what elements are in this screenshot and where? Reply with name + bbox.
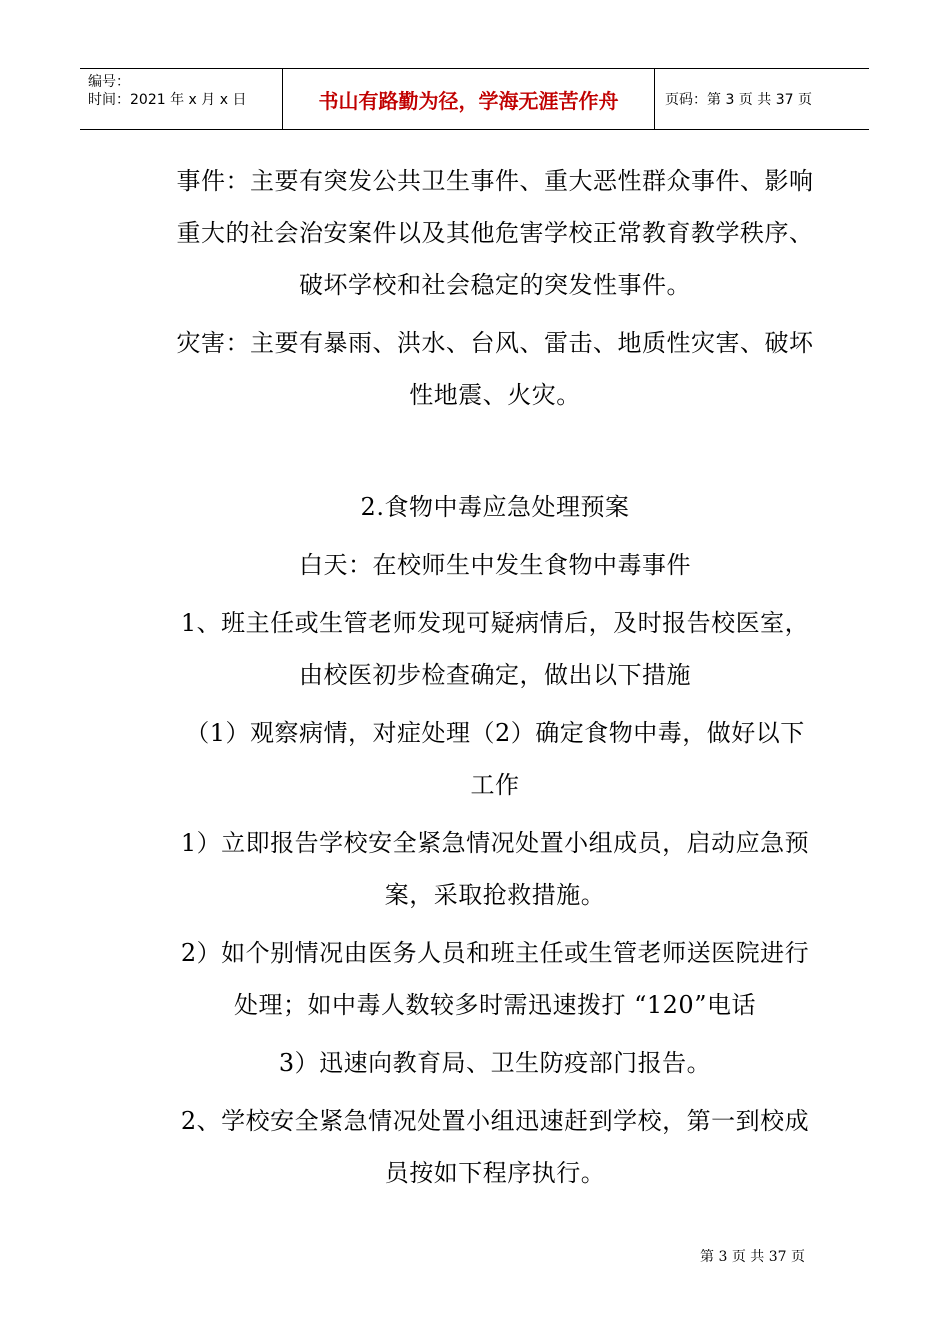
paragraph-substeps: （1）观察病情，对症处理（2）确定食物中毒，做好以下工作 — [185, 719, 805, 799]
page-footer: 第 3 页 共 37 页 — [700, 1249, 805, 1265]
paragraph-disasters: 灾害：主要有暴雨、洪水、台风、雷击、地质性灾害、破坏性地震、火灾。 — [176, 329, 814, 409]
paragraph-item-2: 2）如个别情况由医务人员和班主任或生管老师送医院进行处理；如中毒人数较多时需迅速拨打 “120”电话 — [180, 939, 810, 1019]
paragraph-events: 事件：主要有突发公共卫生事件、重大恶性群众事件、影响重大的社会治安案件以及其他危害学校正常教育教学秩序、破坏学校和社会稳定的突发性事件。 — [176, 167, 814, 299]
document-number-label: 编号： — [88, 74, 130, 90]
paragraph-step-1: 1、班主任或生管老师发现可疑病情后，及时报告校医室，由校医初步检查确定，做出以下措施 — [180, 609, 810, 689]
document-body — [175, 155, 815, 1205]
document-date: 时间：2021 年 x 月 x 日 — [88, 92, 247, 108]
paragraph-daytime: 白天：在校师生中发生食物中毒事件 — [299, 551, 691, 579]
paragraph-item-1: 1）立即报告学校安全紧急情况处置小组成员，启动应急预案，采取抢救措施。 — [180, 829, 810, 909]
paragraph-step-2: 2、学校安全紧急情况处置小组迅速赶到学校，第一到校成员按如下程序执行。 — [180, 1107, 810, 1187]
section-heading: 2.食物中毒应急处理预案 — [360, 493, 630, 521]
header-meta — [80, 69, 282, 129]
paragraph-item-3: 3）迅速向教育局、卫生防疫部门报告。 — [278, 1049, 712, 1077]
page-header — [80, 68, 869, 130]
header-motto: 书山有路勤为径，学海无涯苦作舟 — [282, 69, 655, 129]
header-page-info: 页码：第 3 页 共 37 页 — [665, 92, 812, 108]
